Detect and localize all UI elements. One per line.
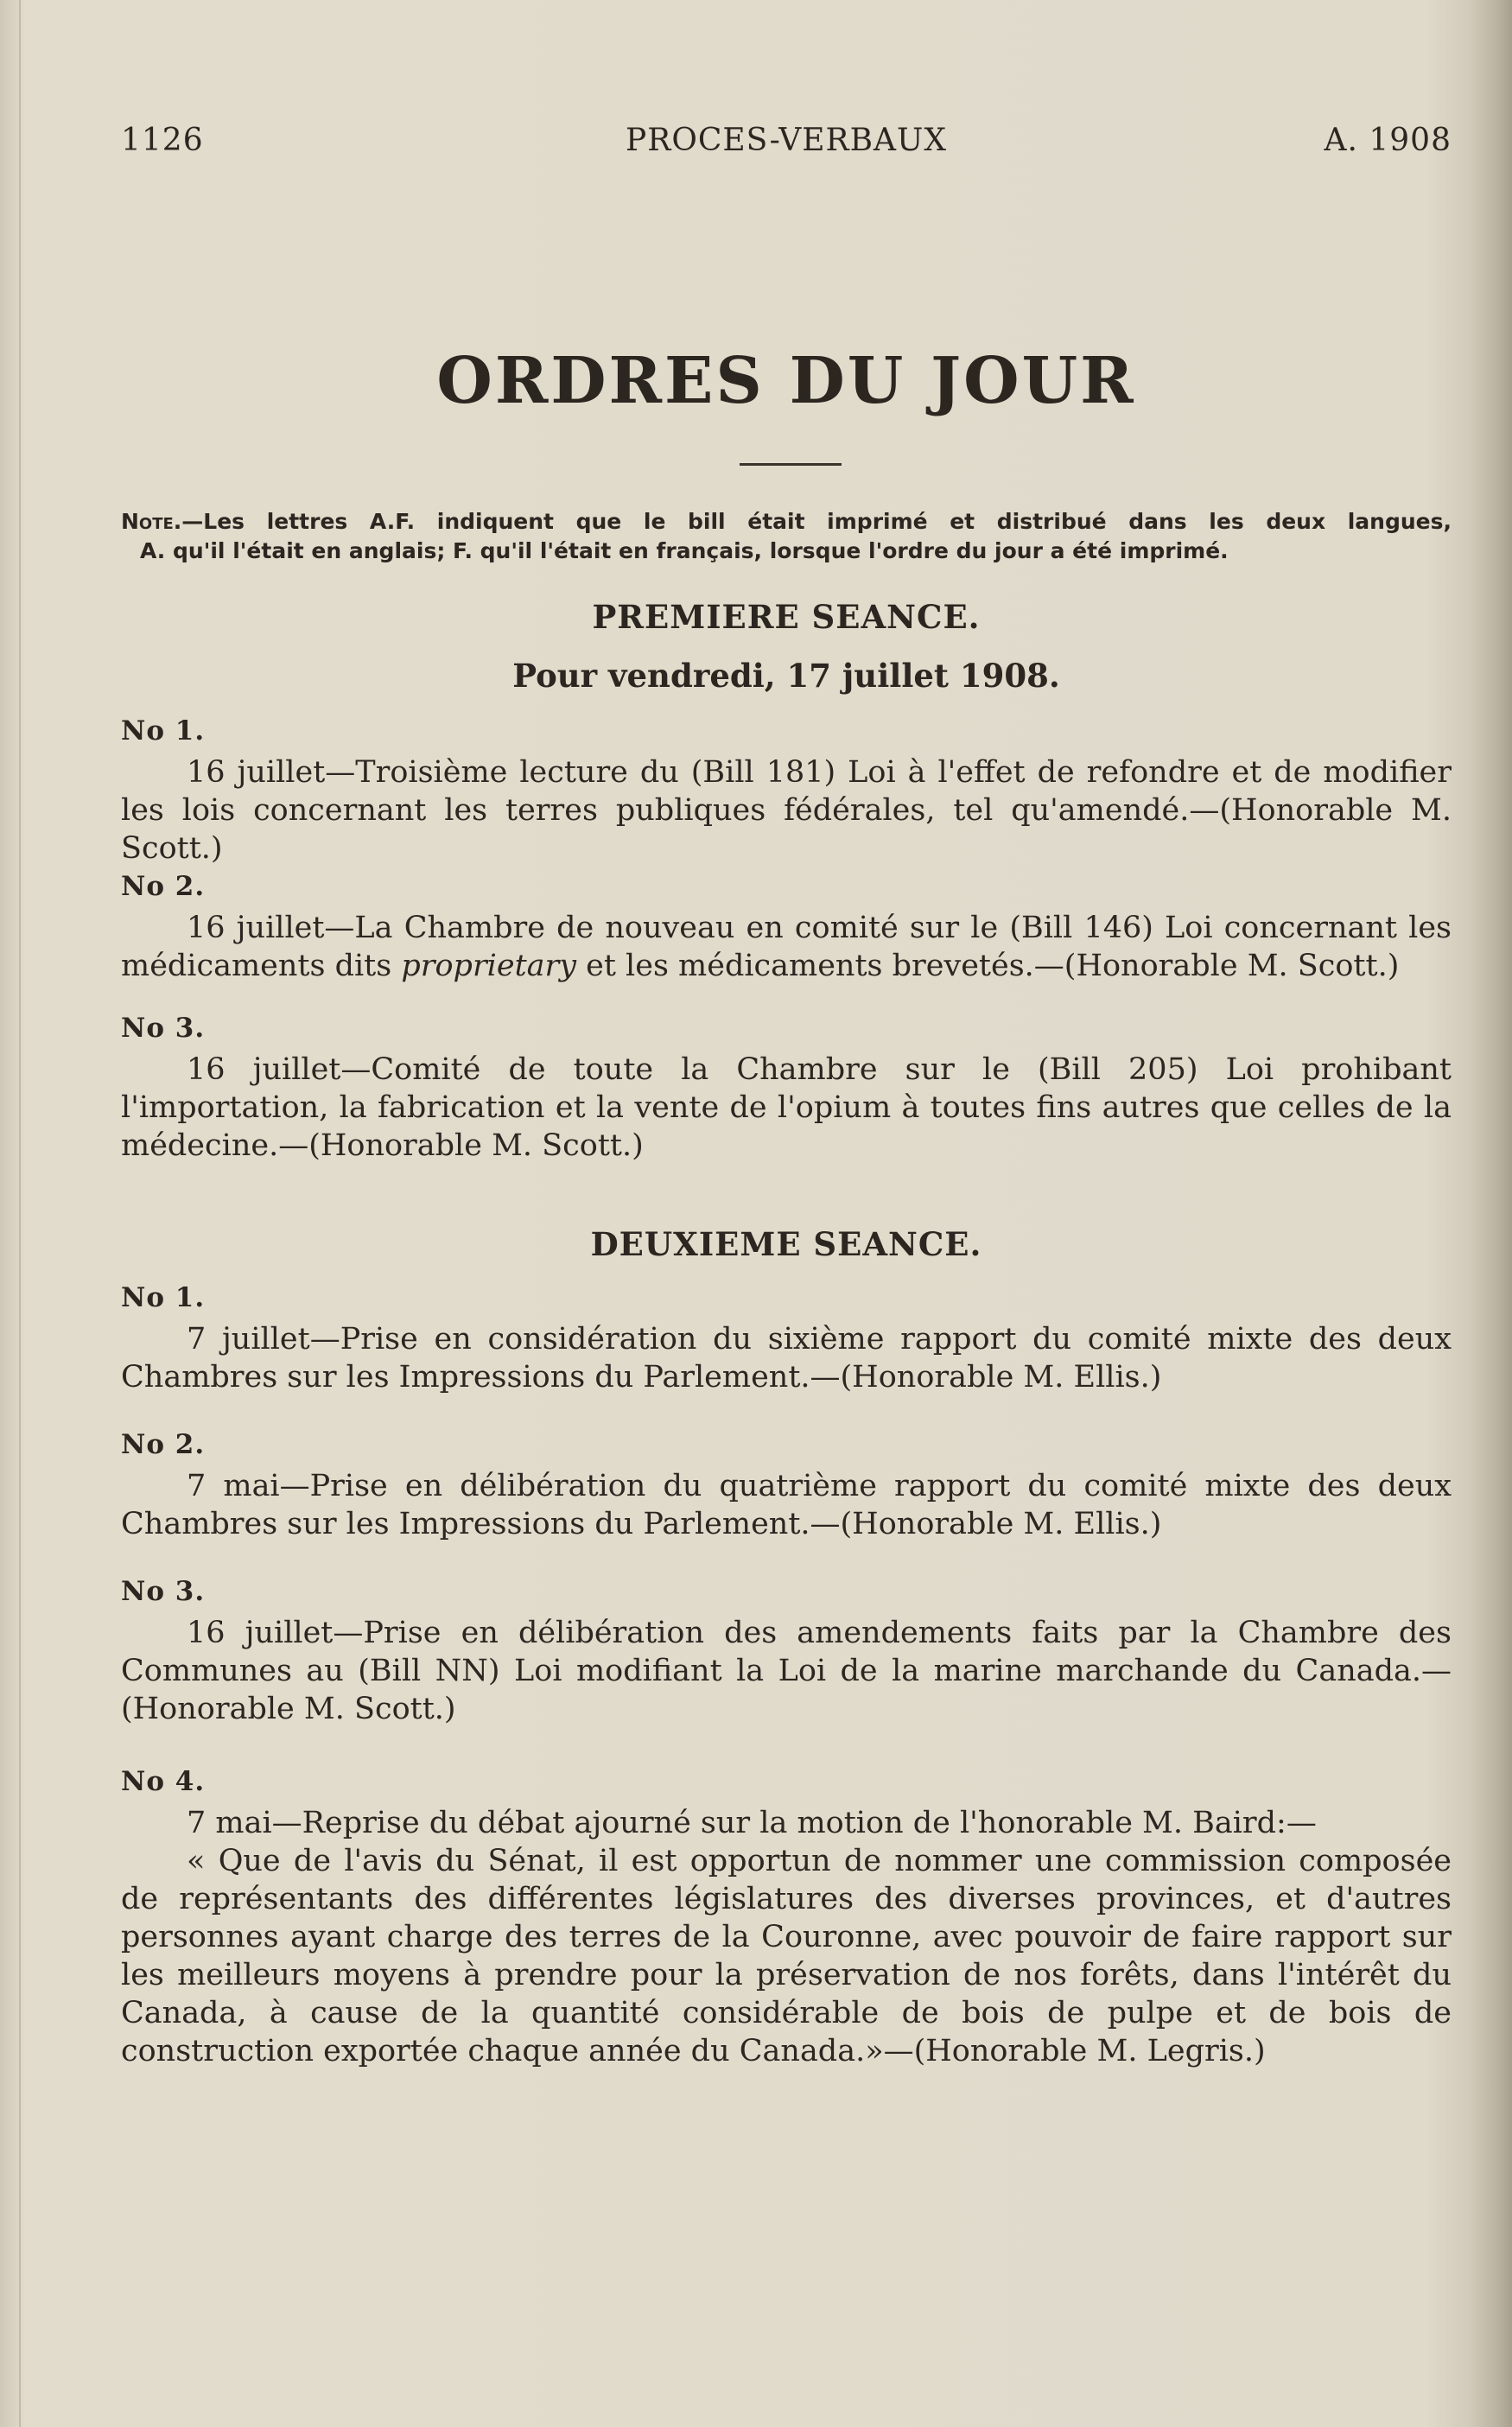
page-title: ORDRES DU JOUR [436,344,1136,418]
item-number: No 3. [121,1576,206,1607]
item-text: 16 juillet—Troisième lecture du (Bill 181) Loi à l'effet de refondre et de modifier les lois concernant les terres publiques fédérales, tel qu'amendé.—(Honorable M. Scott.) [121,755,1452,866]
second-sitting-item-2 [121,1429,1452,1543]
item-text-before: 16 juillet—La Chambre de nouveau en comité sur le (Bill 146) Loi concernant les médicaments dits [121,911,1452,983]
second-sitting-item-3 [121,1576,1452,1728]
item-number: No 3. [121,1013,206,1044]
item-text: 7 mai—Prise en délibération du quatrième rapport du comité mixte des deux Chambres sur les Impressions du Parlement.—(Honorable M. Ellis.) [121,1469,1452,1541]
note-block [121,507,1452,566]
item-text-after: et les médicaments brevetés.—(Honorable M. Scott.) [576,949,1400,983]
running-title: PROCES-VERBAUX [626,123,947,158]
second-sitting-heading: DEUXIEME SEANCE. [590,1225,982,1263]
note-text-1: —Les lettres A.F. indiquent que le bill était imprimé et distribué dans les deux langues, [181,509,1452,534]
title-divider [740,463,842,466]
first-sitting-item-3 [121,1013,1452,1165]
item-number: No 4. [121,1766,206,1797]
year-label: A. 1908 [1324,123,1452,158]
item-text-italic: proprietary [401,949,577,983]
item-text: 7 mai—Reprise du débat ajourné sur la motion de l'honorable M. Baird:— [187,1806,1317,1840]
item-text: 16 juillet—Prise en délibération des amendements faits par la Chambre des Communes au (Bill NN) Loi modifiant la Loi de la marine marchande du Canada.—(Honorable M. Scott.) [121,1616,1452,1726]
second-sitting-item-4 [121,1766,1452,2070]
item-text: 16 juillet—Comité de toute la Chambre sur le (Bill 205) Loi prohibant l'importation, la fabrication et la vente de l'opium à toutes fins autres que celles de la médecine.—(Honorable M. Scott.) [121,1052,1452,1163]
running-head [121,123,1452,166]
note-lead: Note. [121,509,182,534]
item-number: No 2. [121,871,206,902]
page-edge [19,0,21,2427]
item-text: 7 juillet—Prise en considération du sixième rapport du comité mixte des deux Chambres sur les Impressions du Parlement.—(Honorable M. Ellis.) [121,1322,1452,1395]
note-line-2: A. qu'il l'était en anglais; F. qu'il l'était en français, lorsque l'ordre du jour a été imprimé. [140,538,1229,563]
note-line-1 [121,507,1452,537]
motion-quote: « Que de l'avis du Sénat, il est opportun de nommer une commission composée de représentants des différentes législatures des diverses provinces, et d'autres personnes ayant charge des terres de la Couronne, avec pouvoir de faire rapport sur les meilleurs moyens à prendre pour la préservation de nos forêts, dans l'intérêt du Canada, à cause de la quantité considérable de bois de pulpe et de bois de construction exportée chaque année du Canada.»—(Honorable M. Legris.) [121,1844,1452,2068]
page-number: 1126 [121,123,204,158]
first-sitting-heading: PREMIERE SEANCE. [592,598,981,636]
item-text [121,909,1452,985]
item-number: No 2. [121,1429,206,1460]
item-number: No 1. [121,1282,206,1313]
second-sitting-item-1 [121,1282,1452,1396]
first-sitting-item-2 [121,871,1452,985]
first-sitting-item-1 [121,715,1452,867]
first-sitting-date: Pour vendredi, 17 juillet 1908. [512,657,1060,695]
item-number: No 1. [121,715,206,747]
